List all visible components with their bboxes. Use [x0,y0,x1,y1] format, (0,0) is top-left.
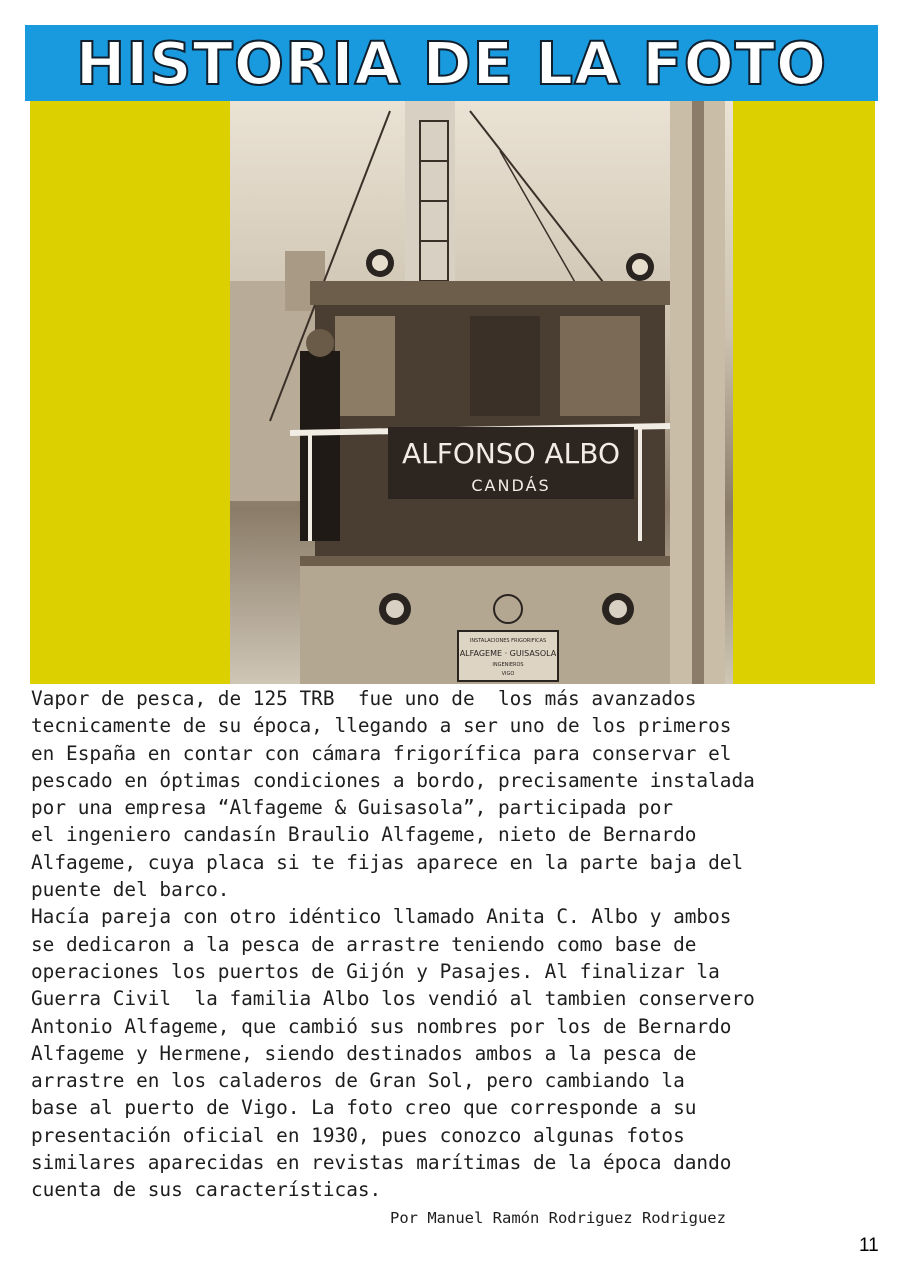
article-line: Alfageme, cuya placa si te fijas aparece en la parte baja del [31,850,744,874]
article-line: cuenta de sus características. [31,1178,382,1202]
article-paragraph-1 [31,685,891,903]
article-line: en España en contar con cámara frigorífica para conservar el [31,741,732,765]
article-line: operaciones los puertos de Gijón y Pasajes. Al finalizar la [31,959,720,983]
article-line: Alfageme y Hermene, siendo destinados ambos a la pesca de [31,1041,697,1065]
photo-frame [30,101,875,684]
article-body [31,685,891,1204]
ship-home-port: CANDÁS [471,476,551,495]
title-banner [25,25,878,101]
article-line: Vapor de pesca, de 125 TRB fue uno de los más avanzados [31,687,697,710]
ship-photo [230,101,733,684]
article-line: el ingeniero candasín Braulio Alfageme, nieto de Bernardo [31,823,697,847]
builder-plate-line-3: INGENIEROS [492,662,524,668]
article-line: base al puerto de Vigo. La foto creo que corresponde a su [31,1096,697,1120]
article-line: tecnicamente de su época, llegando a ser uno de los primeros [31,714,732,738]
article-paragraph-2 [31,903,891,1203]
article-line: similares aparecidas en revistas marítimas de la época dando [31,1151,732,1175]
builder-plate-line-2: ALFAGEME · GUISASOLA [459,649,557,658]
article-line: Guerra Civil la familia Albo los vendió al tambien conservero [31,987,755,1011]
ship-nameplate: ALFONSO ALBO [401,437,621,470]
article-line: por una empresa “Alfageme & Guisasola”, participada por [31,796,674,820]
article-line: Hacía pareja con otro idéntico llamado Anita C. Albo y ambos [31,905,732,929]
builder-plate-line-1: INSTALACIONES FRIGORIFICAS [469,638,547,644]
article-line: se dedicaron a la pesca de arrastre teniendo como base de [31,932,697,956]
builder-plate-line-4: VIGO [501,671,515,677]
author-byline: Por Manuel Ramón Rodriguez Rodriguez [390,1209,726,1227]
article-line: presentación oficial en 1930, pues conozco algunas fotos [31,1123,685,1147]
article-line: puente del barco. [31,878,230,902]
article-line: Antonio Alfageme, que cambió sus nombres por los de Bernardo [31,1014,732,1038]
article-line: arrastre en los caladeros de Gran Sol, pero cambiando la [31,1069,685,1093]
page-number: 11 [859,1235,879,1256]
article-line: pescado en óptimas condiciones a bordo, precisamente instalada [31,768,755,792]
page-title: HISTORIA DE LA FOTO [75,28,828,98]
